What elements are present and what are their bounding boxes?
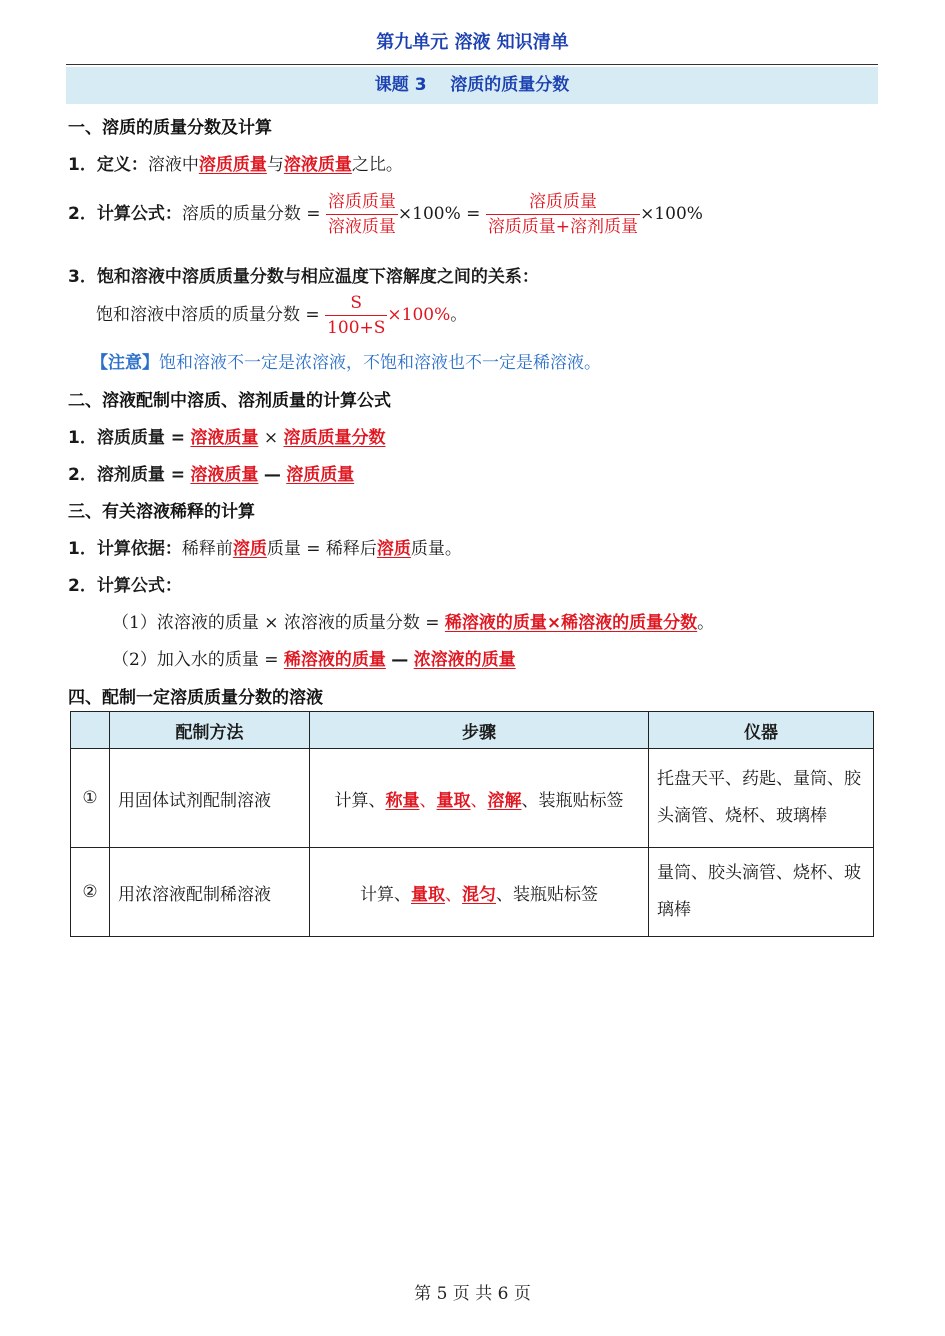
saturated-relation-heading: 3．饱和溶液中溶质质量分数与相应温度下溶解度之间的关系： <box>68 267 539 287</box>
formula-multiplier-2: ×100% <box>640 204 703 224</box>
answer-solution-mass: 溶液质量 <box>283 155 352 175</box>
dilution-basis-mid: 质量 = 稀释后 <box>266 539 377 559</box>
dilution-basis-pre: 稀释前 <box>181 539 233 559</box>
step-calc: 计算、 <box>360 884 411 905</box>
definition-label: 1．定义： <box>68 155 148 175</box>
answer-step-dissolve: 溶解 <box>487 790 522 811</box>
table-header-row <box>71 712 874 749</box>
saturated-formula-line <box>96 291 467 340</box>
table-header-index <box>71 712 110 749</box>
answer-mass-fraction: 溶质质量分数 <box>283 428 386 448</box>
fraction-2-numerator: 溶质质量 <box>528 192 597 212</box>
step-bottle: 、装瓶贴标签 <box>521 790 624 811</box>
lesson-title: 课题 3 溶质的质量分数 <box>66 67 878 104</box>
dilution-basis-post: 质量。 <box>410 539 462 559</box>
solution-preparation-table <box>70 711 874 937</box>
saturated-formula-lhs: 饱和溶液中溶质的质量分数 = <box>96 305 320 325</box>
note-tag: 【注意】 <box>91 353 159 373</box>
formula-line <box>68 190 703 239</box>
dilution-formula-1 <box>112 608 714 633</box>
answer-solute-mass: 溶质质量 <box>198 155 267 175</box>
formula-lhs: 溶质的质量分数 = <box>181 204 321 224</box>
document-header-title: 第九单元 溶液 知识清单 <box>376 32 569 53</box>
definition-line <box>68 150 403 175</box>
saturated-fraction-numerator: S <box>350 293 363 313</box>
table-header-method: 配制方法 <box>110 712 310 749</box>
minus-sign: — <box>263 465 281 485</box>
section-3-heading: 三、有关溶液稀释的计算 <box>68 502 255 522</box>
dilution-formula-label: 2．计算公式： <box>68 576 182 596</box>
fraction-1 <box>326 190 398 239</box>
row-method: 用固体试剂配制溶液 <box>110 749 310 848</box>
row-method: 用浓溶液配制稀溶液 <box>110 848 310 937</box>
solute-mass-line <box>68 423 385 448</box>
table-row <box>71 848 874 937</box>
dilution-basis-label: 1．计算依据： <box>68 539 182 559</box>
fraction-1-numerator: 溶质质量 <box>327 192 396 212</box>
answer-solution-mass-3: 溶液质量 <box>190 465 259 485</box>
dilution-basis-line <box>68 534 462 559</box>
section-2-heading: 二、溶液配制中溶质、溶剂质量的计算公式 <box>68 391 391 411</box>
answer-solution-mass-2: 溶液质量 <box>190 428 259 448</box>
fraction-2 <box>486 190 640 239</box>
step-calc: 计算、 <box>334 790 386 811</box>
table-header-tools: 仪器 <box>649 712 874 749</box>
multiply-sign: × <box>263 428 279 448</box>
answer-dilute-mass: 稀溶液的质量 <box>283 650 386 670</box>
saturated-multiplier: ×100% <box>387 305 451 325</box>
answer-solute-mass-2: 溶质质量 <box>286 465 355 485</box>
row-steps <box>310 848 649 937</box>
row-index: ② <box>71 848 110 937</box>
note-text: 饱和溶液不一定是浓溶液，不饱和溶液也不一定是稀溶液。 <box>159 353 601 373</box>
solvent-mass-label: 2．溶剂质量 = <box>68 465 185 485</box>
row-index: ① <box>71 749 110 848</box>
row-tools: 量筒、胶头滴管、烧杯、玻璃棒 <box>649 848 874 937</box>
fraction-1-denominator: 溶液质量 <box>326 214 398 239</box>
dilution-formula-1-post: 。 <box>697 613 715 633</box>
step-sep: 、 <box>445 884 462 905</box>
solvent-mass-line <box>68 460 354 485</box>
saturated-fraction <box>325 291 387 340</box>
answer-solute-2: 溶质 <box>376 539 411 559</box>
definition-pre: 溶液中 <box>147 155 199 175</box>
saturated-fraction-denominator: 100+S <box>325 315 387 340</box>
formula-multiplier-1: ×100% = <box>397 204 481 224</box>
row-tools: 托盘天平、药匙、量筒、胶头滴管、烧杯、玻璃棒 <box>649 749 874 848</box>
answer-dilute-product: 稀溶液的质量×稀溶液的质量分数 <box>444 613 698 633</box>
dilution-formula-2-pre: （2）加入水的质量 = <box>112 650 279 670</box>
answer-step-measure: 量取 <box>411 884 445 905</box>
minus-sign-2: — <box>391 650 409 670</box>
answer-step-mix: 混匀 <box>462 884 496 905</box>
dilution-formula-1-pre: （1）浓溶液的质量 × 浓溶液的质量分数 = <box>112 613 440 633</box>
answer-step-weigh: 称量 <box>385 790 420 811</box>
definition-post: 之比。 <box>351 155 403 175</box>
answer-step-measure: 量取 <box>436 790 471 811</box>
step-sep: 、 <box>419 790 437 811</box>
saturated-end: 。 <box>450 305 468 325</box>
header-divider <box>66 64 878 65</box>
answer-solute-1: 溶质 <box>232 539 267 559</box>
table-header-steps: 步骤 <box>310 712 649 749</box>
step-bottle: 、装瓶贴标签 <box>496 884 598 905</box>
formula-label: 2．计算公式： <box>68 204 182 224</box>
page-footer: 第 5 页 共 6 页 <box>414 1284 531 1304</box>
section-1-heading: 一、溶质的质量分数及计算 <box>68 118 272 138</box>
fraction-2-denominator: 溶质质量+溶剂质量 <box>486 214 640 239</box>
section-4-heading: 四、配制一定溶质质量分数的溶液 <box>68 688 323 708</box>
note-line <box>91 348 601 373</box>
step-sep: 、 <box>470 790 488 811</box>
dilution-formula-2 <box>112 645 516 670</box>
solute-mass-label: 1．溶质质量 = <box>68 428 185 448</box>
row-steps <box>310 749 649 848</box>
definition-mid: 与 <box>266 155 284 175</box>
answer-concentrated-mass: 浓溶液的质量 <box>413 650 516 670</box>
table-row <box>71 749 874 848</box>
